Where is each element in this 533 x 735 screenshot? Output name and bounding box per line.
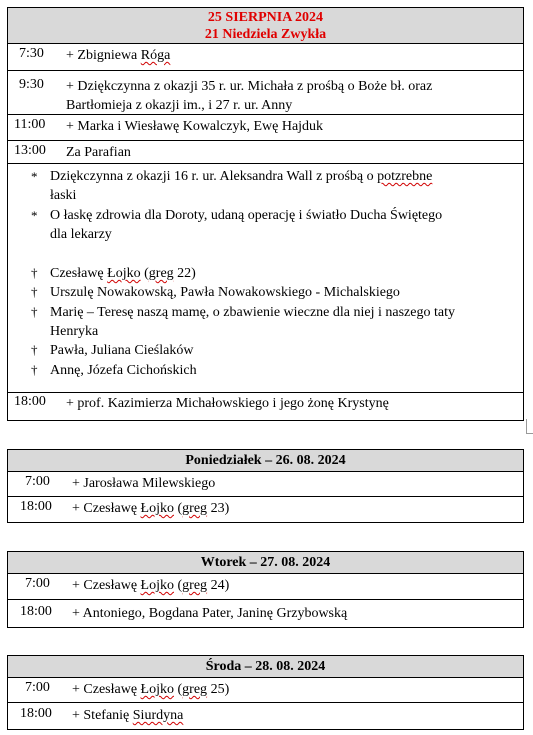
mass-intention: + Czesławę Łojko (greg 23) xyxy=(72,501,230,516)
list-item: Marię – Teresę naszą mamę, o zbawienie wieczne dla niej i naszego taty Henryka xyxy=(50,305,455,339)
wednesday-table xyxy=(7,655,524,730)
cross-icon: † xyxy=(31,342,38,357)
star-bullet-icon: * xyxy=(31,208,38,223)
table-row xyxy=(8,115,523,141)
cross-icon: † xyxy=(31,265,38,280)
table-row xyxy=(8,678,523,703)
monday-header: Poniedziałek – 26. 08. 2024 xyxy=(8,450,523,472)
mass-time: 18:00 xyxy=(20,706,52,721)
mass-time: 18:00 xyxy=(20,499,52,514)
table-row xyxy=(8,703,523,729)
mass-intention: + Marka i Wiesławę Kowalczyk, Ewę Hajduk xyxy=(66,119,324,134)
table-row xyxy=(8,44,523,71)
mass-intention: + Dziękczynna z okazji 35 r. ur. Michała z prośbą o Boże bł. oraz Bartłomieja z okazji im., i 27 r. ur. Anny xyxy=(66,79,433,113)
mass-time: 13:00 xyxy=(14,143,46,158)
tuesday-table xyxy=(7,551,524,628)
mass-time: 7:30 xyxy=(19,46,44,61)
sunday-title: 21 Niedziela Zwykła xyxy=(204,27,327,42)
mass-time: 18:00 xyxy=(20,604,52,619)
mass-intention: + Czesławę Łojko (greg 24) xyxy=(72,578,230,593)
table-row xyxy=(8,71,523,115)
table-row xyxy=(8,141,523,164)
list-item: O łaskę zdrowia dla Doroty, udaną operację i światło Ducha Świętego dla lekarzy xyxy=(50,208,443,242)
table-row xyxy=(8,574,523,600)
table-resize-handle-icon[interactable] xyxy=(526,419,533,434)
list-item: Annę, Józefa Cichońskich xyxy=(50,363,197,378)
mass-intention: + Antoniego, Bogdana Pater, Janinę Grzybowską xyxy=(72,606,348,621)
table-row xyxy=(8,393,523,410)
tuesday-header: Wtorek – 27. 08. 2024 xyxy=(8,552,523,574)
table-row xyxy=(8,472,523,497)
monday-table xyxy=(7,449,524,523)
mass-intention: + Czesławę Łojko (greg 25) xyxy=(72,682,230,697)
star-bullet-icon: * xyxy=(31,169,38,184)
mass-time: 9:30 xyxy=(19,77,44,92)
mass-time: 11:00 xyxy=(14,117,46,132)
mass-time: 18:00 xyxy=(14,394,46,409)
mass-intention: + Jarosława Milewskiego xyxy=(72,476,216,491)
sunday-header xyxy=(8,8,523,44)
mass-intention: Za Parafian xyxy=(66,145,131,160)
cross-icon: † xyxy=(31,304,38,319)
list-item: Urszulę Nowakowską, Pawła Nowakowskiego - Michalskiego xyxy=(50,285,400,300)
wednesday-header: Środa – 28. 08. 2024 xyxy=(8,656,523,678)
mass-time: 7:00 xyxy=(25,576,50,591)
intentions-list xyxy=(8,164,523,393)
sunday-date: 25 SIERPNIA 2024 xyxy=(207,10,324,25)
table-row xyxy=(8,600,523,627)
cross-icon: † xyxy=(31,284,38,299)
mass-intention: + Stefanię Siurdyna xyxy=(72,708,184,723)
cross-icon: † xyxy=(31,362,38,377)
mass-time: 7:00 xyxy=(25,474,50,489)
table-row xyxy=(8,497,523,522)
mass-intention: + Zbigniewa Róga xyxy=(66,48,171,63)
list-item: Czesławę Łojko (greg 22) xyxy=(50,266,196,281)
list-item: Dziękczynna z okazji 16 r. ur. Aleksandra Wall z prośbą o potzrebne łaski xyxy=(50,169,433,203)
list-item: Pawła, Juliana Cieślaków xyxy=(50,343,194,358)
sunday-table xyxy=(7,7,524,421)
mass-time: 7:00 xyxy=(25,680,50,695)
mass-intention: + prof. Kazimierza Michałowskiego i jego żonę Krystynę xyxy=(66,396,389,410)
